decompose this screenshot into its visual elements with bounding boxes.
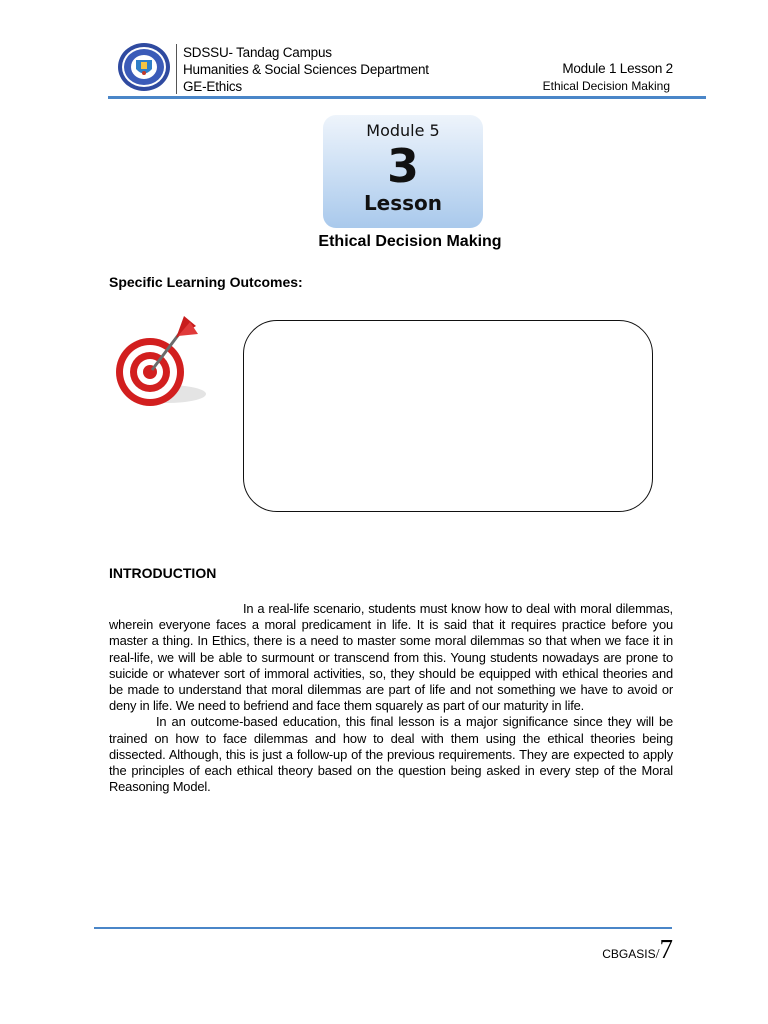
introduction-heading: INTRODUCTION [109,565,217,581]
university-seal-icon [117,42,171,92]
campus-name: SDSSU- Tandag Campus [183,45,332,60]
outcomes-heading: Specific Learning Outcomes: [109,274,303,290]
footer-rule [94,927,672,929]
module-badge [323,115,483,228]
course-name: GE-Ethics [183,79,242,94]
header-rule [108,96,706,99]
introduction-paragraph: In an outcome-based education, this final lesson is a major significance since they will be trained on how to face dilemmas and how to deal with them using the ethical theories being dissected. Although, this is just a follow-up of the previous requirements. They are expected to apply the principles of each ethical theory based on the question being asked in every step of the Moral Reasoning Model. [109,714,673,795]
header-divider [176,44,177,94]
lesson-title: Ethical Decision Making [318,233,502,250]
badge-lesson: Lesson [363,191,443,215]
introduction-body [109,601,673,795]
footer-author: CBGASIS [602,947,656,961]
module-lesson-label: Module 1 Lesson 2 [562,61,673,76]
footer-separator: / [655,947,660,962]
department-name: Humanities & Social Sciences Department [183,62,429,77]
lesson-topic-label: Ethical Decision Making [542,79,670,93]
outcomes-box [243,320,653,512]
badge-module: Module 5 [366,121,440,140]
introduction-paragraph: In a real-life scenario, students must know how to deal with moral dilemmas, wherein everyone faces a moral predicament in life. It is said that it requires practice before you master a thing. In Ethics, there is a need to master some moral dilemmas so that when we face it in real-life, we will be able to surmount or transcend from this. Young students nowadays are prone to suicide or whatever sort of immoral activities, so, they should be equipped with ethical theories and be made to understand that moral dilemmas are part of life and not something we have to avoid or deny in life. We need to befriend and face them squarely as part of our maturity in life. [109,601,673,714]
header-institution [183,44,429,95]
badge-number: 3 [386,139,419,193]
target-dart-icon [106,308,214,416]
page-number: 7 [659,934,673,964]
page-footer [602,934,673,964]
